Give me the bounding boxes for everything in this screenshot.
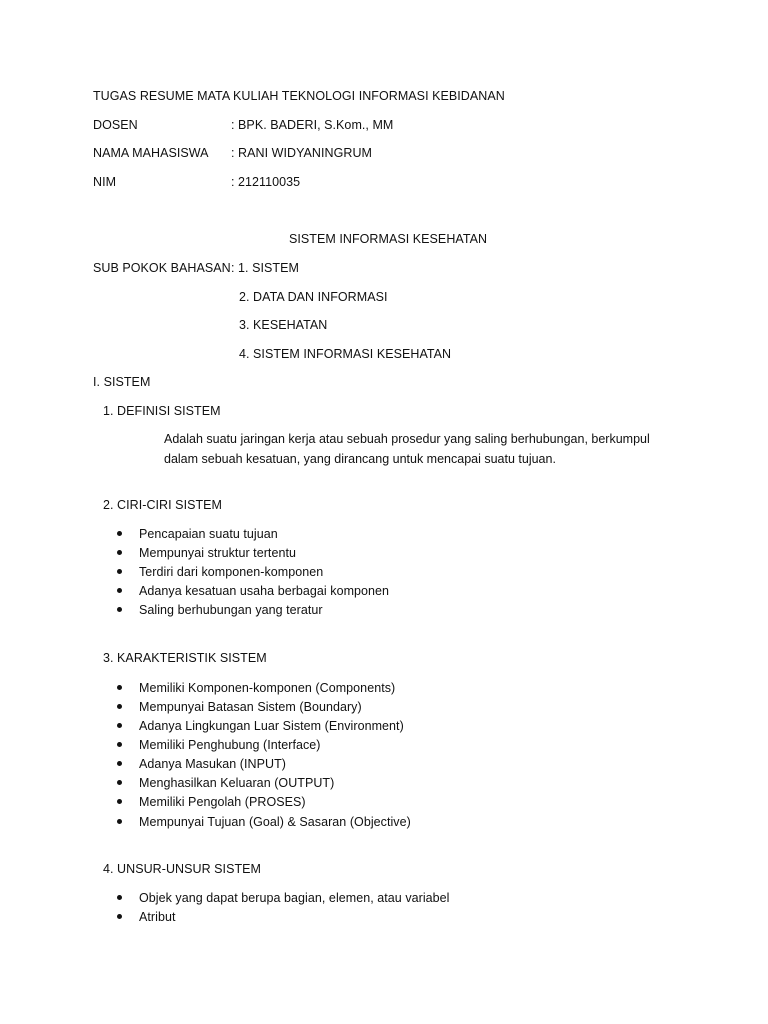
list-item: Atribut bbox=[139, 910, 176, 924]
meta-label-dosen: DOSEN bbox=[93, 118, 138, 132]
list-item: Menghasilkan Keluaran (OUTPUT) bbox=[139, 776, 335, 790]
bullet-icon bbox=[117, 723, 122, 728]
sub-topic-item: : 1. SISTEM bbox=[231, 261, 299, 275]
list-item: Objek yang dapat berupa bagian, elemen, atau variabel bbox=[139, 891, 450, 905]
meta-label-nama: NAMA MAHASISWA bbox=[93, 146, 209, 160]
bullet-icon bbox=[117, 780, 122, 785]
subject-title: SISTEM INFORMASI KESEHATAN bbox=[289, 232, 488, 246]
section-heading: 1. DEFINISI SISTEM bbox=[103, 404, 221, 418]
meta-value-nim: : 212110035 bbox=[231, 175, 301, 189]
list-item: Memiliki Komponen-komponen (Components) bbox=[139, 681, 396, 695]
section-heading: 3. KARAKTERISTIK SISTEM bbox=[103, 651, 267, 665]
list-item: Mempunyai struktur tertentu bbox=[139, 546, 296, 560]
sub-topic-item: 2. DATA DAN INFORMASI bbox=[239, 290, 388, 304]
sub-topic-item: 3. KESEHATAN bbox=[239, 318, 328, 332]
list-item: Pencapaian suatu tujuan bbox=[139, 527, 278, 541]
bullet-icon bbox=[117, 607, 122, 612]
meta-label-nim: NIM bbox=[93, 175, 117, 189]
bullet-icon bbox=[117, 799, 122, 804]
chapter-heading: I. SISTEM bbox=[93, 375, 151, 389]
bullet-icon bbox=[117, 914, 122, 919]
list-item: Adanya kesatuan usaha berbagai komponen bbox=[139, 584, 390, 598]
bullet-icon bbox=[117, 550, 122, 555]
sub-topics-label: SUB POKOK BAHASAN bbox=[93, 261, 231, 275]
bullet-icon bbox=[117, 704, 122, 709]
list-item: Adanya Masukan (INPUT) bbox=[139, 757, 286, 771]
bullet-icon bbox=[117, 531, 122, 536]
definition-paragraph-line: dalam sebuah kesatuan, yang dirancang untuk mencapai suatu tujuan. bbox=[164, 452, 556, 466]
list-item: Adanya Lingkungan Luar Sistem (Environment) bbox=[139, 719, 404, 733]
bullet-icon bbox=[117, 742, 122, 747]
bullet-icon bbox=[117, 819, 122, 824]
list-item: Terdiri dari komponen-komponen bbox=[139, 565, 324, 579]
list-item: Mempunyai Tujuan (Goal) & Sasaran (Objective) bbox=[139, 815, 411, 829]
bullet-icon bbox=[117, 685, 122, 690]
list-item: Memiliki Pengolah (PROSES) bbox=[139, 795, 306, 809]
bullet-icon bbox=[117, 569, 122, 574]
section-heading: 4. UNSUR-UNSUR SISTEM bbox=[103, 862, 262, 876]
bullet-icon bbox=[117, 588, 122, 593]
definition-paragraph-line: Adalah suatu jaringan kerja atau sebuah prosedur yang saling berhubungan, berkumpul bbox=[164, 432, 650, 446]
list-item: Saling berhubungan yang teratur bbox=[139, 603, 323, 617]
bullet-icon bbox=[117, 895, 122, 900]
section-heading: 2. CIRI-CIRI SISTEM bbox=[103, 498, 223, 512]
meta-value-nama: : RANI WIDYANINGRUM bbox=[231, 146, 372, 160]
bullet-icon bbox=[117, 761, 122, 766]
meta-value-dosen: : BPK. BADERI, S.Kom., MM bbox=[231, 118, 394, 132]
document-title: TUGAS RESUME MATA KULIAH TEKNOLOGI INFORMASI KEBIDANAN bbox=[93, 89, 505, 103]
list-item: Mempunyai Batasan Sistem (Boundary) bbox=[139, 700, 362, 714]
sub-topic-item: 4. SISTEM INFORMASI KESEHATAN bbox=[239, 347, 452, 361]
list-item: Memiliki Penghubung (Interface) bbox=[139, 738, 321, 752]
